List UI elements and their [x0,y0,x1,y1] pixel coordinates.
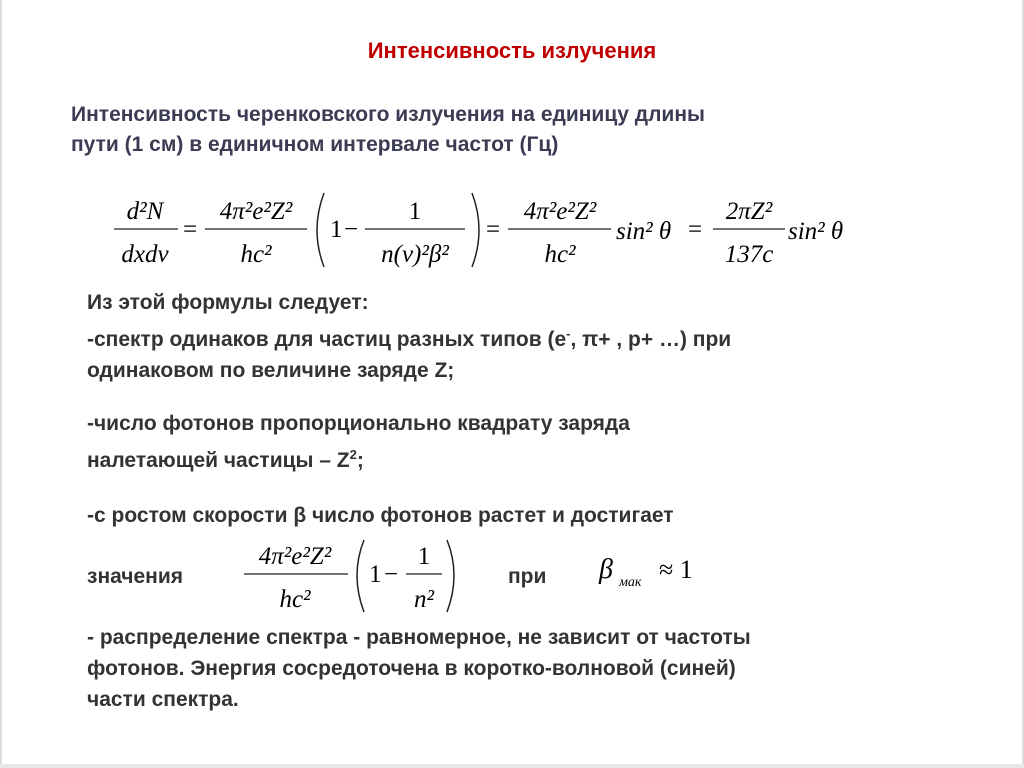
point-2-text-b: ; [356,449,364,472]
intro-line-2: пути (1 см) в единичном интервале частот (Гц) [71,133,559,156]
point-2 [87,408,987,476]
fine-numerator: 2πZ² [725,198,773,225]
coef-numerator-2: 4π²e²Z² [523,198,597,225]
point-3-label: значения [87,565,183,588]
max-minus: − [384,561,399,588]
coef-denominator: hc² [240,241,272,268]
lhs-numerator: d²N [126,198,164,225]
one: 1 [330,216,343,243]
point-4 [87,622,987,715]
equals-2: = [486,216,501,243]
inner-denominator: n(ν)²β² [381,241,449,268]
minus: − [344,216,359,243]
point-2-text-a: налетающей частицы – Z [87,449,350,472]
point-1-text-a: -спектр одинаков для частиц разных типов (е [87,328,567,351]
left-paren [317,193,324,267]
max-inner-numerator: 1 [417,543,431,570]
point-1-superscript: - [566,326,571,341]
point-2-line-1: -число фотонов пропорционально квадрату заряда [87,412,630,435]
equals-3: = [688,216,703,243]
beta-subscript: мак [619,575,642,590]
coef-numerator: 4π²e²Z² [219,198,293,225]
consequences-block [87,287,987,386]
point-1-line-1 [87,318,987,355]
right-paren [472,193,479,267]
point-2-line-2 [87,439,987,476]
approx-one: ≈ 1 [659,555,693,584]
max-coef-denominator: hc² [279,586,311,613]
point-4-line-2: фотонов. Энергия сосредоточена в коротко-волновой (синей) [87,657,736,680]
main-formula [110,185,870,280]
left-edge [0,0,2,768]
point-3-at: при [508,565,547,588]
max-coef-numerator: 4π²e²Z² [258,543,332,570]
point-4-line-3: части спектра. [87,688,239,711]
equals-1: = [183,216,198,243]
sin-term-2: sin² θ [788,218,844,245]
point-4-line-1: - распределение спектра - равномерное, не зависит от частоты [87,626,751,649]
lhs-denominator: dxdν [121,241,169,268]
point-3-line-1: -с ростом скорости β число фотонов растет и достигает [87,504,674,527]
slide-title: Интенсивность излучения [367,38,657,63]
intro-line-1: Интенсивность черенковского излучения на единицу длины [71,103,705,126]
max-left-paren [357,540,364,612]
inner-numerator: 1 [408,198,422,225]
sin-term-1: sin² θ [616,218,672,245]
beta-symbol: β [599,554,613,585]
point-1-text-b: , π+ , р+ …) при [570,328,732,351]
point-2-superscript: 2 [349,447,357,462]
intro-text [71,100,891,160]
beta-max-formula [595,548,725,598]
point-1-line-2: одинаковом по величине заряде Z; [87,359,455,382]
max-right-paren [447,540,454,612]
bottom-edge [0,764,1024,768]
coef-denominator-2: hc² [544,241,576,268]
max-inner-denominator: n² [414,586,434,613]
follows-heading: Из этой формулы следует: [87,291,369,314]
fine-denominator: 137c [724,241,774,268]
max-one: 1 [369,561,382,588]
max-value-formula [238,532,468,622]
